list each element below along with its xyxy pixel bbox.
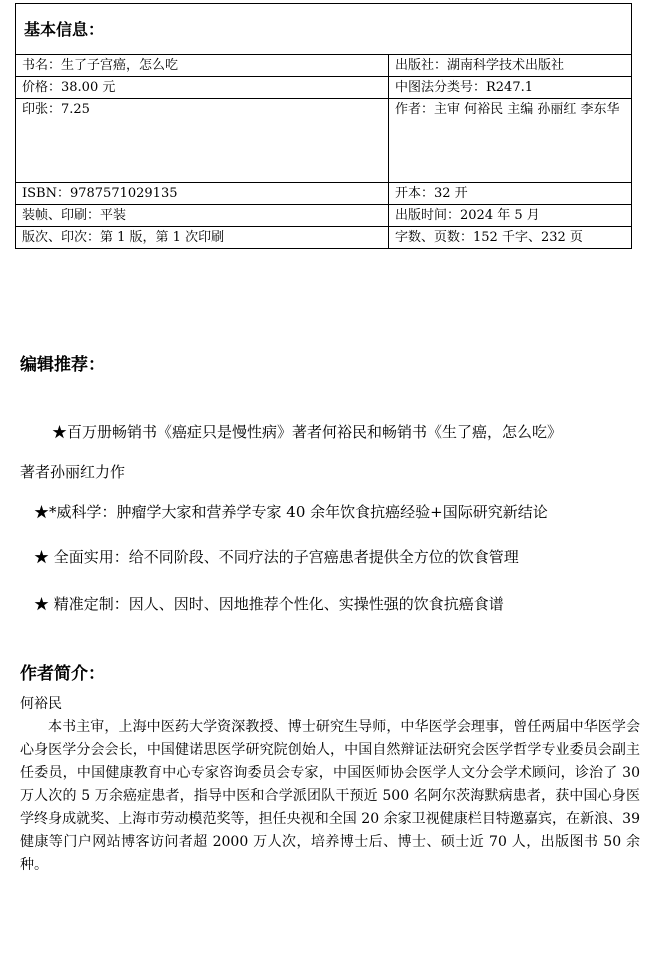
price-cell: 价格：38.00 元 [16, 77, 389, 99]
author-name: 何裕民 [20, 696, 62, 712]
edition-cell: 版次、印次：第 1 版，第 1 次印刷 [16, 227, 389, 249]
word-count-cell: 字数、页数：152 千字、232 页 [389, 227, 632, 249]
isbn-cell: ISBN：9787571029135 [16, 183, 389, 205]
recommendation-line-4: ★ 精准定制：因人、因时、因地推荐个性化、实操性强的饮食抗癌食谱 [34, 595, 504, 613]
format-cell: 开本：32 开 [389, 183, 632, 205]
basic-info-heading: 基本信息： [16, 4, 632, 55]
author-intro-heading: 作者简介： [20, 664, 105, 684]
book-title-cell: 书名：生了子宫癌，怎么吃 [16, 55, 389, 77]
basic-info-table [15, 3, 632, 249]
recommendation-line-1-continued: 著者孙丽红力作 [20, 463, 126, 481]
recommendation-line-2: ★*威科学：肿瘤学大家和营养学专家 40 余年饮食抗癌经验+国际研究新结论 [34, 503, 548, 521]
editor-recommendation-heading: 编辑推荐： [20, 355, 105, 375]
publisher-cell: 出版社：湖南科学技术出版社 [389, 55, 632, 77]
classification-cell: 中图法分类号：R247.1 [389, 77, 632, 99]
pub-date-cell: 出版时间：2024 年 5 月 [389, 205, 632, 227]
sheets-cell: 印张：7.25 [16, 99, 389, 183]
author-bio-block [20, 693, 640, 877]
recommendation-line-3: ★ 全面实用：给不同阶段、不同疗法的子宫癌患者提供全方位的饮食管理 [34, 548, 519, 566]
author-bio-text: 本书主审，上海中医药大学资深教授、博士研究生导师，中华医学会理事，曾任两届中华医学会心身医学分会会长，中国健诺思医学研究院创始人，中国自然辩证法研究会医学哲学专业委员会副主任委员，中国健康教育中心专家咨询委员会专家，中国医师协会医学人文分会学术顾问，诊治了 30 万人次的 5 万余癌症患者，指导中医和合学派团队干预近 500 名阿尔茨海默病患者，获中国心身医学终身成就奖、上海市劳动模范奖等，担任央视和全国 20 余家卫视健康栏目特邀嘉宾，在新浪、39 健康等门户网站博客访问者超 2000 万人次，培养博士后、博士、硕士近 70 人，出版图书 50 余种。 [20, 719, 640, 873]
recommendation-line-1: ★百万册畅销书《癌症只是慢性病》著者何裕民和畅销书《生了癌，怎么吃》 [52, 423, 563, 441]
binding-cell: 装帧、印刷：平装 [16, 205, 389, 227]
authors-cell: 作者：主审 何裕民 主编 孙丽红 李东华 [389, 99, 632, 183]
